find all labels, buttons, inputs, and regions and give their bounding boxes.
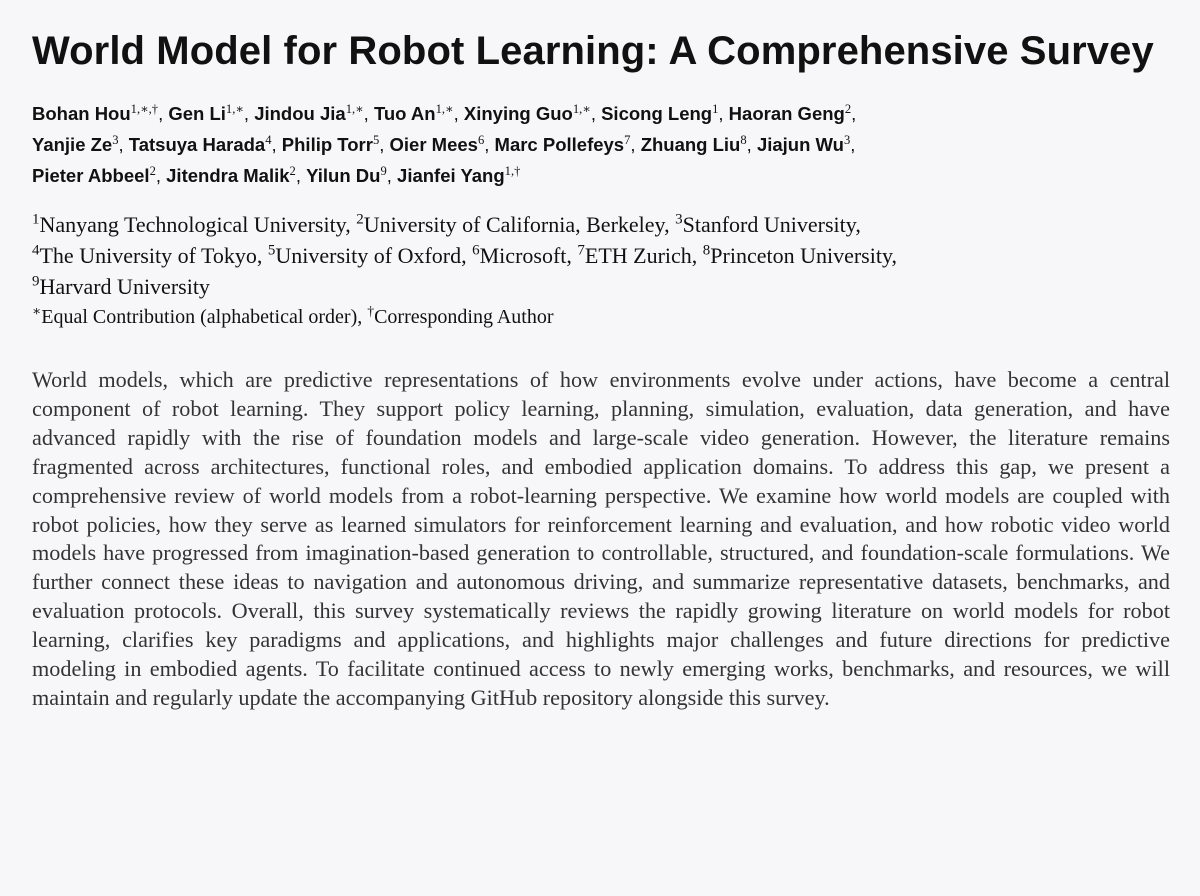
affiliation: $^3$Stanford University bbox=[675, 211, 856, 237]
author: Jitendra Malik$^2$ bbox=[166, 163, 296, 186]
author: Pieter Abbeel$^2$ bbox=[32, 163, 156, 186]
author: Oier Mees$^6$ bbox=[389, 132, 485, 155]
affiliation: $^5$University of Oxford bbox=[267, 242, 462, 268]
author: Marc Pollefeys$^7$ bbox=[494, 132, 631, 155]
author-notes bbox=[32, 302, 1172, 332]
author: Jianfei Yang$^{1,\dagger}$ bbox=[397, 163, 521, 186]
paper-title: World Model for Robot Learning: A Comprehensive Survey bbox=[32, 29, 1154, 73]
author: Jindou Jia$^{1,∗}$ bbox=[254, 101, 364, 124]
paper-page bbox=[32, 26, 1172, 735]
author: Sicong Leng$^1$ bbox=[601, 101, 719, 124]
author: Haoran Geng$^2$ bbox=[728, 101, 852, 124]
abstract: World models, which are predictive representations of how environments evolve under actions, have become a central component of robot learning. They support policy learning, planning, simulation, evaluation, data generation, and have advanced rapidly with the rise of foundation models and large-scale video generation. However, the literature remains fragmented across architectures, functional roles, and embodied application domains. To address this gap, we present a comprehensive review of world models from a robot-learning perspective. We examine how world models are coupled with robot policies, how they serve as learned simulators for reinforcement learning and evaluation, and how robotic video world models have progressed from imagination-based generation to controllable, structured, and foundation-scale formulations. We further connect these ideas to navigation and autonomous driving, and summarize representative datasets, benchmarks, and evaluation protocols. Overall, this survey systematically reviews the rapidly growing literature on world models for robot learning, clarifies key paradigms and applications, and highlights major challenges and future directions for predictive modeling in embodied agents. To facilitate continued access to newly emerging works, benchmarks, and resources, we will maintain and regularly update the accompanying GitHub repository alongside this survey. bbox=[32, 367, 1170, 710]
author: Tatsuya Harada$^4$ bbox=[128, 132, 272, 155]
author: Xinying Guo$^{1,∗}$ bbox=[463, 101, 591, 124]
author: Tuo $An^{1,∗}$ bbox=[373, 101, 454, 124]
affiliation: $^8$Princeton University bbox=[702, 242, 892, 268]
author-list: Bohan Hou$^{1,∗,\dagger}$, Gen $Li^{1,∗}$, Jindou Jia$^{1,∗}$, Tuo $An^{1,∗}$, Xinying Guo$^{1,∗}$, Sicong Leng$^1$, Haoran Geng$^2$, Yanjie Ze$^3$, Tatsuya Harada$^4$, Philip Torr$^5$, Oier Mees$^6$, Marc Pollefeys$^7$, Zhuang Liu$^8$, Jiajun Wu$^3$, Pieter Abbeel$^2$, Jitendra Malik$^2$, Yilun Du$^9$, Jianfei Yang$^{1,\dagger}$ bbox=[32, 101, 857, 186]
affiliation: $^2$University of California, Berkeley bbox=[356, 211, 665, 237]
affiliation: $^1$Nanyang Technological University bbox=[32, 211, 346, 237]
affiliation: $^7$ETH Zurich bbox=[577, 242, 692, 268]
affiliation-list: $^1$Nanyang Technological University, $^2$University of California, Berkeley, $^3$Stanford University, $^4$The University of Tokyo, $^5$University of Oxford, $^6$Microsoft, $^7$ETH Zurich, $^8$Princeton University, $^9$Harvard University bbox=[32, 211, 898, 299]
equal-contribution-mark: ∗ bbox=[32, 303, 42, 319]
affiliation: $^4$The University of Tokyo bbox=[32, 242, 257, 268]
author: Zhuang Liu$^8$ bbox=[640, 132, 747, 155]
affiliation: $^6$Microsoft bbox=[472, 242, 567, 268]
author: Yanjie Ze$^3$ bbox=[32, 132, 119, 155]
affiliation: $^9$Harvard University bbox=[32, 273, 210, 299]
author: Gen $Li^{1,∗}$ bbox=[168, 101, 244, 124]
corresponding-author-mark: † bbox=[367, 303, 375, 319]
equal-contribution-note: Equal Contribution (alphabetical order), bbox=[41, 306, 368, 328]
corresponding-author-note: Corresponding Author bbox=[374, 306, 554, 328]
author: Jiajun Wu$^3$ bbox=[756, 132, 851, 155]
author: Bohan Hou$^{1,∗,\dagger}$ bbox=[32, 101, 159, 124]
author: Philip Torr$^5$ bbox=[281, 132, 380, 155]
author: Yilun Du$^9$ bbox=[306, 163, 387, 186]
